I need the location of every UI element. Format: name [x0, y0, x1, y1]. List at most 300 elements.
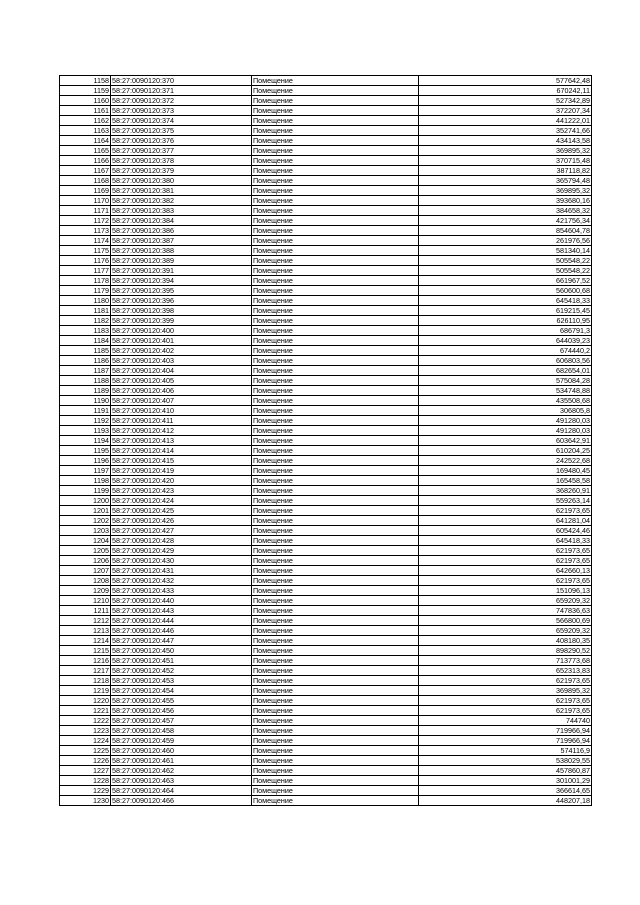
- table-row: [60, 416, 592, 426]
- cadastral-value-cell: 621973,65: [419, 706, 592, 716]
- object-type-cell: Помещение: [252, 676, 419, 686]
- object-type-cell: Помещение: [252, 256, 419, 266]
- cadastral-number-cell: 58:27:0090120:455: [111, 696, 252, 706]
- cadastral-value-cell: 560600,68: [419, 286, 592, 296]
- table-row: [60, 766, 592, 776]
- table-row: [60, 196, 592, 206]
- cadastral-value-cell: 408180,35: [419, 636, 592, 646]
- table-row: [60, 276, 592, 286]
- row-number-cell: 1211: [60, 606, 111, 616]
- object-type-cell: Помещение: [252, 276, 419, 286]
- row-number-cell: 1212: [60, 616, 111, 626]
- row-number-cell: 1227: [60, 766, 111, 776]
- object-type-cell: Помещение: [252, 766, 419, 776]
- cadastral-number-cell: 58:27:0090120:391: [111, 266, 252, 276]
- cadastral-value-cell: 306805,8: [419, 406, 592, 416]
- cadastral-value-cell: 605424,46: [419, 526, 592, 536]
- cadastral-number-cell: 58:27:0090120:395: [111, 286, 252, 296]
- object-type-cell: Помещение: [252, 246, 419, 256]
- cadastral-value-cell: 366614,65: [419, 786, 592, 796]
- cadastral-number-cell: 58:27:0090120:452: [111, 666, 252, 676]
- table-row: [60, 526, 592, 536]
- cadastral-number-cell: 58:27:0090120:412: [111, 426, 252, 436]
- table-row: [60, 466, 592, 476]
- cadastral-value-cell: 372207,34: [419, 106, 592, 116]
- cadastral-value-cell: 421756,34: [419, 216, 592, 226]
- row-number-cell: 1176: [60, 256, 111, 266]
- cadastral-number-cell: 58:27:0090120:428: [111, 536, 252, 546]
- object-type-cell: Помещение: [252, 546, 419, 556]
- object-type-cell: Помещение: [252, 726, 419, 736]
- row-number-cell: 1203: [60, 526, 111, 536]
- object-type-cell: Помещение: [252, 606, 419, 616]
- cadastral-number-cell: 58:27:0090120:378: [111, 156, 252, 166]
- cadastral-number-cell: 58:27:0090120:456: [111, 706, 252, 716]
- object-type-cell: Помещение: [252, 646, 419, 656]
- cadastral-value-cell: 369895,32: [419, 146, 592, 156]
- row-number-cell: 1173: [60, 226, 111, 236]
- table-row: [60, 736, 592, 746]
- object-type-cell: Помещение: [252, 626, 419, 636]
- cadastral-value-cell: 581340,14: [419, 246, 592, 256]
- cadastral-number-cell: 58:27:0090120:463: [111, 776, 252, 786]
- row-number-cell: 1195: [60, 446, 111, 456]
- object-type-cell: Помещение: [252, 756, 419, 766]
- table-row: [60, 126, 592, 136]
- cadastral-value-cell: 659209,32: [419, 596, 592, 606]
- row-number-cell: 1192: [60, 416, 111, 426]
- row-number-cell: 1194: [60, 436, 111, 446]
- table-row: [60, 86, 592, 96]
- table-row: [60, 596, 592, 606]
- object-type-cell: Помещение: [252, 596, 419, 606]
- cadastral-value-table: [59, 75, 592, 806]
- cadastral-value-cell: 559263,14: [419, 496, 592, 506]
- cadastral-number-cell: 58:27:0090120:402: [111, 346, 252, 356]
- table-row: [60, 226, 592, 236]
- table-row: [60, 216, 592, 226]
- table-row: [60, 576, 592, 586]
- table-row: [60, 726, 592, 736]
- cadastral-value-cell: 641281,04: [419, 516, 592, 526]
- row-number-cell: 1229: [60, 786, 111, 796]
- object-type-cell: Помещение: [252, 636, 419, 646]
- cadastral-value-cell: 606803,56: [419, 356, 592, 366]
- cadastral-number-cell: 58:27:0090120:427: [111, 526, 252, 536]
- cadastral-value-cell: 659209,32: [419, 626, 592, 636]
- cadastral-value-cell: 575084,28: [419, 376, 592, 386]
- cadastral-number-cell: 58:27:0090120:377: [111, 146, 252, 156]
- row-number-cell: 1169: [60, 186, 111, 196]
- row-number-cell: 1219: [60, 686, 111, 696]
- cadastral-number-cell: 58:27:0090120:396: [111, 296, 252, 306]
- row-number-cell: 1202: [60, 516, 111, 526]
- cadastral-number-cell: 58:27:0090120:462: [111, 766, 252, 776]
- cadastral-number-cell: 58:27:0090120:423: [111, 486, 252, 496]
- cadastral-number-cell: 58:27:0090120:381: [111, 186, 252, 196]
- table-row: [60, 496, 592, 506]
- cadastral-value-cell: 682654,01: [419, 366, 592, 376]
- object-type-cell: Помещение: [252, 346, 419, 356]
- row-number-cell: 1166: [60, 156, 111, 166]
- cadastral-value-cell: 165458,58: [419, 476, 592, 486]
- table-row: [60, 326, 592, 336]
- row-number-cell: 1201: [60, 506, 111, 516]
- row-number-cell: 1158: [60, 76, 111, 86]
- object-type-cell: Помещение: [252, 196, 419, 206]
- object-type-cell: Помещение: [252, 566, 419, 576]
- row-number-cell: 1213: [60, 626, 111, 636]
- object-type-cell: Помещение: [252, 796, 419, 806]
- row-number-cell: 1197: [60, 466, 111, 476]
- row-number-cell: 1218: [60, 676, 111, 686]
- cadastral-number-cell: 58:27:0090120:432: [111, 576, 252, 586]
- row-number-cell: 1191: [60, 406, 111, 416]
- table-row: [60, 636, 592, 646]
- object-type-cell: Помещение: [252, 446, 419, 456]
- row-number-cell: 1175: [60, 246, 111, 256]
- row-number-cell: 1160: [60, 96, 111, 106]
- cadastral-value-cell: 491280,03: [419, 426, 592, 436]
- row-number-cell: 1210: [60, 596, 111, 606]
- cadastral-number-cell: 58:27:0090120:451: [111, 656, 252, 666]
- cadastral-number-cell: 58:27:0090120:450: [111, 646, 252, 656]
- table-row: [60, 696, 592, 706]
- row-number-cell: 1159: [60, 86, 111, 96]
- table-row: [60, 436, 592, 446]
- cadastral-value-cell: 744740: [419, 716, 592, 726]
- row-number-cell: 1193: [60, 426, 111, 436]
- cadastral-value-cell: 610204,25: [419, 446, 592, 456]
- cadastral-value-cell: 626110,95: [419, 316, 592, 326]
- row-number-cell: 1164: [60, 136, 111, 146]
- row-number-cell: 1196: [60, 456, 111, 466]
- cadastral-value-cell: 393680,16: [419, 196, 592, 206]
- object-type-cell: Помещение: [252, 496, 419, 506]
- cadastral-number-cell: 58:27:0090120:459: [111, 736, 252, 746]
- cadastral-value-cell: 621973,65: [419, 556, 592, 566]
- object-type-cell: Помещение: [252, 206, 419, 216]
- table-row: [60, 646, 592, 656]
- cadastral-number-cell: 58:27:0090120:458: [111, 726, 252, 736]
- table-row: [60, 546, 592, 556]
- object-type-cell: Помещение: [252, 526, 419, 536]
- cadastral-value-cell: 619215,45: [419, 306, 592, 316]
- cadastral-number-cell: 58:27:0090120:426: [111, 516, 252, 526]
- object-type-cell: Помещение: [252, 706, 419, 716]
- cadastral-value-cell: 621973,65: [419, 506, 592, 516]
- object-type-cell: Помещение: [252, 316, 419, 326]
- row-number-cell: 1230: [60, 796, 111, 806]
- row-number-cell: 1228: [60, 776, 111, 786]
- object-type-cell: Помещение: [252, 776, 419, 786]
- cadastral-value-cell: 621973,65: [419, 676, 592, 686]
- cadastral-number-cell: 58:27:0090120:375: [111, 126, 252, 136]
- object-type-cell: Помещение: [252, 116, 419, 126]
- object-type-cell: Помещение: [252, 466, 419, 476]
- cadastral-value-cell: 369895,32: [419, 686, 592, 696]
- table-row: [60, 716, 592, 726]
- object-type-cell: Помещение: [252, 396, 419, 406]
- cadastral-value-cell: 352741,66: [419, 126, 592, 136]
- object-type-cell: Помещение: [252, 136, 419, 146]
- object-type-cell: Помещение: [252, 536, 419, 546]
- cadastral-value-cell: 169480,45: [419, 466, 592, 476]
- table-row: [60, 606, 592, 616]
- row-number-cell: 1168: [60, 176, 111, 186]
- object-type-cell: Помещение: [252, 336, 419, 346]
- cadastral-value-cell: 534748,88: [419, 386, 592, 396]
- cadastral-value-cell: 898290,52: [419, 646, 592, 656]
- cadastral-number-cell: 58:27:0090120:387: [111, 236, 252, 246]
- row-number-cell: 1163: [60, 126, 111, 136]
- object-type-cell: Помещение: [252, 686, 419, 696]
- cadastral-number-cell: 58:27:0090120:447: [111, 636, 252, 646]
- object-type-cell: Помещение: [252, 76, 419, 86]
- row-number-cell: 1183: [60, 326, 111, 336]
- table-row: [60, 176, 592, 186]
- cadastral-value-cell: 644039,23: [419, 336, 592, 346]
- table-row: [60, 296, 592, 306]
- row-number-cell: 1199: [60, 486, 111, 496]
- row-number-cell: 1216: [60, 656, 111, 666]
- object-type-cell: Помещение: [252, 406, 419, 416]
- object-type-cell: Помещение: [252, 106, 419, 116]
- object-type-cell: Помещение: [252, 296, 419, 306]
- object-type-cell: Помещение: [252, 326, 419, 336]
- cadastral-value-cell: 435508,68: [419, 396, 592, 406]
- cadastral-value-cell: 566800,69: [419, 616, 592, 626]
- object-type-cell: Помещение: [252, 86, 419, 96]
- cadastral-value-cell: 369895,32: [419, 186, 592, 196]
- row-number-cell: 1186: [60, 356, 111, 366]
- table-row: [60, 186, 592, 196]
- table-row: [60, 376, 592, 386]
- row-number-cell: 1205: [60, 546, 111, 556]
- object-type-cell: Помещение: [252, 356, 419, 366]
- table-row: [60, 386, 592, 396]
- table-row: [60, 426, 592, 436]
- object-type-cell: Помещение: [252, 736, 419, 746]
- cadastral-value-cell: 719966,94: [419, 736, 592, 746]
- cadastral-number-cell: 58:27:0090120:382: [111, 196, 252, 206]
- cadastral-number-cell: 58:27:0090120:413: [111, 436, 252, 446]
- cadastral-value-cell: 642660,13: [419, 566, 592, 576]
- cadastral-value-cell: 652313,83: [419, 666, 592, 676]
- cadastral-number-cell: 58:27:0090120:425: [111, 506, 252, 516]
- cadastral-number-cell: 58:27:0090120:424: [111, 496, 252, 506]
- row-number-cell: 1223: [60, 726, 111, 736]
- cadastral-number-cell: 58:27:0090120:440: [111, 596, 252, 606]
- cadastral-number-cell: 58:27:0090120:466: [111, 796, 252, 806]
- cadastral-value-cell: 370715,48: [419, 156, 592, 166]
- cadastral-number-cell: 58:27:0090120:380: [111, 176, 252, 186]
- row-number-cell: 1214: [60, 636, 111, 646]
- table-row: [60, 666, 592, 676]
- cadastral-number-cell: 58:27:0090120:444: [111, 616, 252, 626]
- row-number-cell: 1182: [60, 316, 111, 326]
- table-row: [60, 656, 592, 666]
- cadastral-number-cell: 58:27:0090120:443: [111, 606, 252, 616]
- table-row: [60, 236, 592, 246]
- table-row: [60, 146, 592, 156]
- cadastral-number-cell: 58:27:0090120:446: [111, 626, 252, 636]
- table-row: [60, 256, 592, 266]
- row-number-cell: 1198: [60, 476, 111, 486]
- cadastral-value-cell: 713773,68: [419, 656, 592, 666]
- table-row: [60, 136, 592, 146]
- cadastral-number-cell: 58:27:0090120:398: [111, 306, 252, 316]
- cadastral-number-cell: 58:27:0090120:431: [111, 566, 252, 576]
- row-number-cell: 1188: [60, 376, 111, 386]
- object-type-cell: Помещение: [252, 156, 419, 166]
- row-number-cell: 1184: [60, 336, 111, 346]
- cadastral-value-cell: 301001,29: [419, 776, 592, 786]
- row-number-cell: 1209: [60, 586, 111, 596]
- table-row: [60, 786, 592, 796]
- cadastral-number-cell: 58:27:0090120:371: [111, 86, 252, 96]
- object-type-cell: Помещение: [252, 556, 419, 566]
- cadastral-number-cell: 58:27:0090120:399: [111, 316, 252, 326]
- cadastral-number-cell: 58:27:0090120:384: [111, 216, 252, 226]
- row-number-cell: 1162: [60, 116, 111, 126]
- cadastral-number-cell: 58:27:0090120:405: [111, 376, 252, 386]
- object-type-cell: Помещение: [252, 426, 419, 436]
- object-type-cell: Помещение: [252, 266, 419, 276]
- table-row: [60, 586, 592, 596]
- cadastral-value-cell: 448207,18: [419, 796, 592, 806]
- object-type-cell: Помещение: [252, 186, 419, 196]
- table-row: [60, 756, 592, 766]
- row-number-cell: 1217: [60, 666, 111, 676]
- cadastral-value-cell: 434143,58: [419, 136, 592, 146]
- cadastral-number-cell: 58:27:0090120:372: [111, 96, 252, 106]
- cadastral-value-cell: 854604,78: [419, 226, 592, 236]
- cadastral-value-cell: 491280,03: [419, 416, 592, 426]
- cadastral-number-cell: 58:27:0090120:401: [111, 336, 252, 346]
- cadastral-number-cell: 58:27:0090120:460: [111, 746, 252, 756]
- table-row: [60, 676, 592, 686]
- object-type-cell: Помещение: [252, 456, 419, 466]
- cadastral-number-cell: 58:27:0090120:406: [111, 386, 252, 396]
- cadastral-number-cell: 58:27:0090120:404: [111, 366, 252, 376]
- table-row: [60, 486, 592, 496]
- object-type-cell: Помещение: [252, 586, 419, 596]
- object-type-cell: Помещение: [252, 506, 419, 516]
- row-number-cell: 1222: [60, 716, 111, 726]
- cadastral-value-cell: 661967,52: [419, 276, 592, 286]
- table-row: [60, 246, 592, 256]
- cadastral-number-cell: 58:27:0090120:457: [111, 716, 252, 726]
- object-type-cell: Помещение: [252, 126, 419, 136]
- table-row: [60, 346, 592, 356]
- cadastral-value-cell: 621973,65: [419, 576, 592, 586]
- table-row: [60, 206, 592, 216]
- table-row: [60, 286, 592, 296]
- row-number-cell: 1178: [60, 276, 111, 286]
- cadastral-number-cell: 58:27:0090120:411: [111, 416, 252, 426]
- object-type-cell: Помещение: [252, 486, 419, 496]
- row-number-cell: 1189: [60, 386, 111, 396]
- cadastral-value-cell: 527342,89: [419, 96, 592, 106]
- cadastral-number-cell: 58:27:0090120:407: [111, 396, 252, 406]
- row-number-cell: 1225: [60, 746, 111, 756]
- cadastral-value-cell: 670242,11: [419, 86, 592, 96]
- object-type-cell: Помещение: [252, 576, 419, 586]
- row-number-cell: 1180: [60, 296, 111, 306]
- cadastral-number-cell: 58:27:0090120:386: [111, 226, 252, 236]
- cadastral-value-cell: 574116,9: [419, 746, 592, 756]
- row-number-cell: 1185: [60, 346, 111, 356]
- cadastral-value-cell: 645418,33: [419, 536, 592, 546]
- table-row: [60, 446, 592, 456]
- row-number-cell: 1190: [60, 396, 111, 406]
- cadastral-value-cell: 261976,56: [419, 236, 592, 246]
- table-row: [60, 706, 592, 716]
- cadastral-number-cell: 58:27:0090120:373: [111, 106, 252, 116]
- cadastral-value-cell: 603642,91: [419, 436, 592, 446]
- object-type-cell: Помещение: [252, 216, 419, 226]
- cadastral-number-cell: 58:27:0090120:420: [111, 476, 252, 486]
- cadastral-value-cell: 538029,55: [419, 756, 592, 766]
- table-row: [60, 76, 592, 86]
- cadastral-value-cell: 577642,48: [419, 76, 592, 86]
- object-type-cell: Помещение: [252, 166, 419, 176]
- table-row: [60, 96, 592, 106]
- cadastral-number-cell: 58:27:0090120:400: [111, 326, 252, 336]
- row-number-cell: 1161: [60, 106, 111, 116]
- cadastral-value-cell: 747836,63: [419, 606, 592, 616]
- row-number-cell: 1181: [60, 306, 111, 316]
- cadastral-number-cell: 58:27:0090120:453: [111, 676, 252, 686]
- object-type-cell: Помещение: [252, 616, 419, 626]
- cadastral-number-cell: 58:27:0090120:370: [111, 76, 252, 86]
- row-number-cell: 1226: [60, 756, 111, 766]
- cadastral-number-cell: 58:27:0090120:389: [111, 256, 252, 266]
- row-number-cell: 1179: [60, 286, 111, 296]
- table-row: [60, 166, 592, 176]
- cadastral-value-cell: 368260,91: [419, 486, 592, 496]
- table-row: [60, 406, 592, 416]
- cadastral-number-cell: 58:27:0090120:379: [111, 166, 252, 176]
- cadastral-number-cell: 58:27:0090120:410: [111, 406, 252, 416]
- cadastral-number-cell: 58:27:0090120:414: [111, 446, 252, 456]
- cadastral-number-cell: 58:27:0090120:374: [111, 116, 252, 126]
- row-number-cell: 1165: [60, 146, 111, 156]
- table-row: [60, 316, 592, 326]
- cadastral-value-cell: 505548,22: [419, 256, 592, 266]
- object-type-cell: Помещение: [252, 236, 419, 246]
- table-row: [60, 796, 592, 806]
- cadastral-number-cell: 58:27:0090120:464: [111, 786, 252, 796]
- cadastral-number-cell: 58:27:0090120:403: [111, 356, 252, 366]
- table-row: [60, 306, 592, 316]
- row-number-cell: 1204: [60, 536, 111, 546]
- object-type-cell: Помещение: [252, 226, 419, 236]
- cadastral-number-cell: 58:27:0090120:433: [111, 586, 252, 596]
- object-type-cell: Помещение: [252, 436, 419, 446]
- object-type-cell: Помещение: [252, 366, 419, 376]
- table-row: [60, 366, 592, 376]
- cadastral-value-cell: 384658,32: [419, 206, 592, 216]
- object-type-cell: Помещение: [252, 386, 419, 396]
- table-row: [60, 336, 592, 346]
- object-type-cell: Помещение: [252, 376, 419, 386]
- row-number-cell: 1220: [60, 696, 111, 706]
- cadastral-number-cell: 58:27:0090120:429: [111, 546, 252, 556]
- table-row: [60, 556, 592, 566]
- row-number-cell: 1215: [60, 646, 111, 656]
